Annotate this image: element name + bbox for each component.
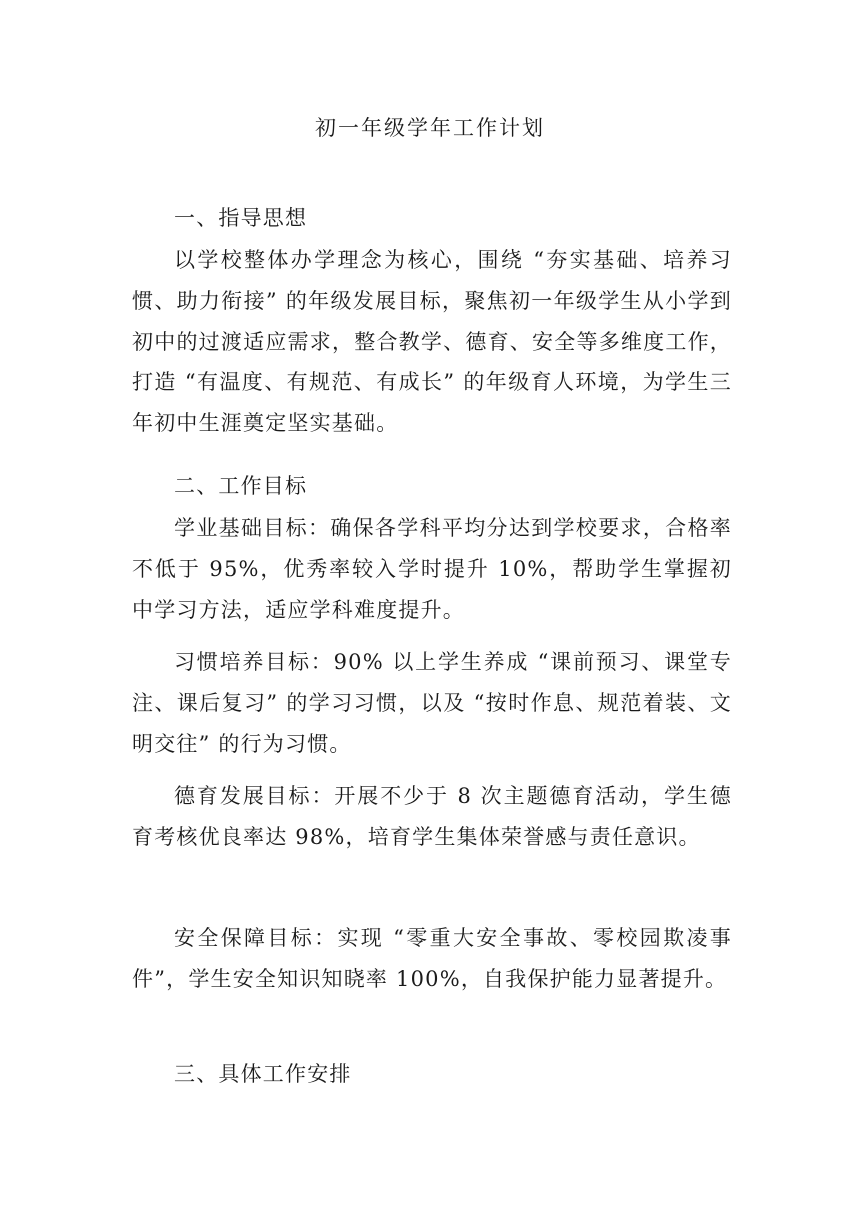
document-title: 初一年级学年工作计划 bbox=[315, 116, 545, 140]
section-heading-arrangements: 三、具体工作安排 bbox=[174, 1062, 352, 1086]
paragraph-safety-goal: 安全保障目标：实现 “零重大安全事故、零校园欺凌事件”，学生安全知识知晓率 100%，自我保护能力显著提升。 bbox=[132, 926, 732, 991]
paragraph-moral-goal: 德育发展目标：开展不少于 8 次主题德育活动，学生德育考核优良率达 98%，培育学生集体荣誉感与责任意识。 bbox=[132, 784, 732, 849]
paragraph-habits-goal: 习惯培养目标：90% 以上学生养成 “课前预习、课堂专注、课后复习” 的学习习惯，以及 “按时作息、规范着装、文明交往” 的行为习惯。 bbox=[132, 650, 732, 756]
paragraph-guiding-thought: 以学校整体办学理念为核心，围绕 “夯实基础、培养习惯、助力衔接” 的年级发展目标，聚焦初一年级学生从小学到初中的过渡适应需求，整合教学、德育、安全等多维度工作，打造 “有温度、有规范、有成长” 的年级育人环境，为学生三年初中生涯奠定坚实基础。 bbox=[132, 248, 732, 436]
paragraph-academic-goal: 学业基础目标：确保各学科平均分达到学校要求，合格率不低于 95%，优秀率较入学时提升 10%，帮助学生掌握初中学习方法，适应学科难度提升。 bbox=[132, 516, 732, 622]
section-heading-guiding-thought: 一、指导思想 bbox=[174, 206, 308, 230]
section-heading-work-goals: 二、工作目标 bbox=[174, 474, 308, 498]
